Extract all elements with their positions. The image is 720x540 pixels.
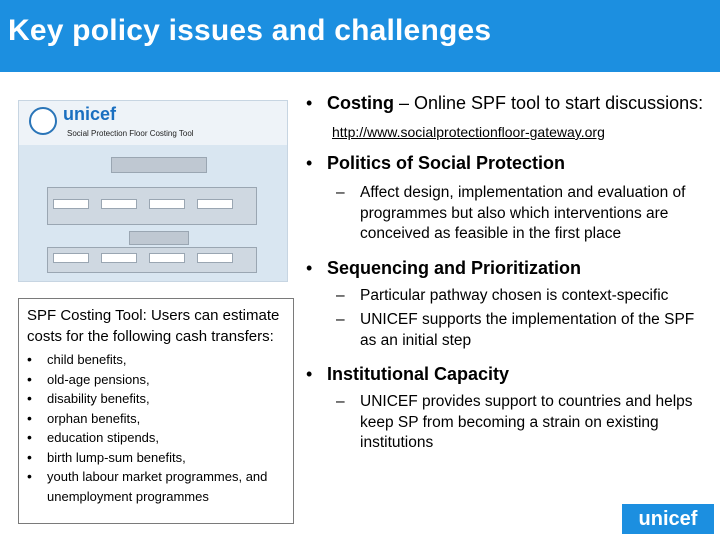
issue-heading: Sequencing and Prioritization [327, 257, 582, 278]
diagram-cell [101, 253, 137, 263]
tool-subtitle: Social Protection Floor Costing Tool [67, 129, 194, 138]
dash-icon: – [336, 311, 345, 328]
panel-intro-text: Users can estimate costs for the following cash transfers: [27, 307, 280, 345]
slide-title: Key policy issues and challenges [8, 14, 492, 47]
sub-point [300, 392, 712, 454]
issue-heading: Costing [327, 93, 394, 113]
issue-sequencing [300, 257, 712, 280]
issues-list [300, 92, 712, 454]
list-item: • birth lump-sum benefits, [27, 448, 285, 468]
list-item: • youth labour market programmes, and unemployment programmes [27, 467, 285, 506]
issue-heading: Politics of Social Protection [327, 153, 566, 173]
bullet-icon: • [306, 364, 313, 384]
issue-costing [300, 92, 712, 115]
spf-tool-panel [18, 298, 294, 524]
sub-point-text: Particular pathway chosen is context-specific [360, 286, 669, 304]
issue-politics [300, 152, 712, 175]
sub-point [300, 183, 712, 245]
panel-intro [27, 305, 285, 347]
list-item: • child benefits, [27, 350, 285, 370]
tool-image-header [19, 101, 287, 145]
panel-intro-label: SPF Costing Tool: [27, 307, 147, 324]
issue-heading: Institutional Capacity [327, 364, 510, 384]
spf-gateway-link[interactable]: http://www.socialprotectionfloor-gateway.org [332, 124, 605, 140]
sub-point [300, 286, 712, 307]
diagram-cell [53, 253, 89, 263]
diagram-cell [197, 199, 233, 209]
unicef-logo: unicef [622, 504, 714, 534]
sub-point-text: Affect design, implementation and evaluation of programmes but also which interventions are conceived as feasible in the first place [360, 184, 686, 242]
sub-point-text: UNICEF supports the implementation of the SPF as an initial step [360, 311, 695, 349]
list-item: • education stipends, [27, 428, 285, 448]
dash-icon: – [336, 393, 345, 410]
issue-capacity [300, 363, 712, 386]
tool-brand: unicef [63, 104, 117, 124]
bullet-icon: • [306, 153, 313, 173]
diagram-cell [149, 253, 185, 263]
list-item: • old-age pensions, [27, 370, 285, 390]
un-seal-icon [29, 107, 57, 135]
bullet-icon: • [306, 257, 313, 278]
diagram-box-results [129, 231, 189, 245]
diagram-box-top [111, 157, 207, 173]
bullet-icon: • [306, 93, 313, 113]
sub-point [300, 310, 712, 351]
costing-tool-image [18, 100, 288, 282]
diagram-cell [149, 199, 185, 209]
dash-icon: – [336, 184, 345, 201]
cash-transfer-list [27, 350, 285, 506]
list-item: • orphan benefits, [27, 409, 285, 429]
issue-text: – Online SPF tool to start discussions: [394, 93, 704, 113]
sub-point-text: UNICEF provides support to countries and helps keep SP from becoming a strain on existing institutions [360, 393, 693, 451]
title-bar [0, 0, 720, 72]
dash-icon: – [336, 286, 345, 304]
list-item: • disability benefits, [27, 389, 285, 409]
diagram-cell [101, 199, 137, 209]
diagram-cell [53, 199, 89, 209]
diagram-cell [197, 253, 233, 263]
